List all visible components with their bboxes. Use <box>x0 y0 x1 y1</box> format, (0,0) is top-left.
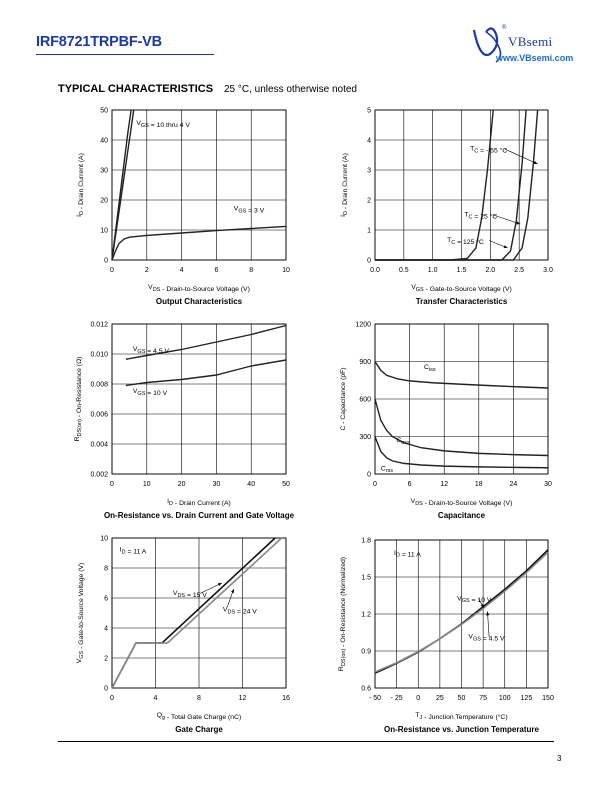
grid <box>375 540 548 688</box>
arrow-head-icon <box>231 589 234 593</box>
x-tick-label: - 50 <box>368 695 382 702</box>
y-tick-label: 1 <box>367 227 371 235</box>
x-tick-label: 0.0 <box>370 267 380 274</box>
part-number: IRF8721TRPBF-VB <box>36 34 162 50</box>
y-tick-label: 0 <box>367 257 371 265</box>
x-tick-label: 0 <box>110 481 114 488</box>
x-axis-label: $I_D$ - Drain Current (A) <box>167 498 231 507</box>
y-axis-label: $I_D$ - Drain Current (A) <box>340 153 349 217</box>
x-tick-label: 2.0 <box>485 267 496 274</box>
chart-title: On-Resistance vs. Junction Temperature <box>383 725 540 734</box>
chart-title: Output Characteristics <box>155 297 243 306</box>
registered-mark: ® <box>502 25 507 31</box>
y-tick-label: 10 <box>100 227 108 235</box>
series-line <box>375 110 493 260</box>
y-axis-label: $R_{DS(on)}$ - On-Resistance (Normalized) <box>338 556 347 672</box>
footer-rule <box>58 741 554 742</box>
annotation-label: $V_{GS} = 10$ V <box>457 595 492 605</box>
x-tick-label: 3.0 <box>543 267 553 274</box>
x-tick-label: 18 <box>474 481 483 488</box>
x-tick-label: 4 <box>153 695 158 702</box>
plot-frame <box>112 324 286 474</box>
annotation-label: $C_{oss}$ <box>396 437 410 446</box>
x-tick-label: 2.5 <box>514 267 525 274</box>
x-axis-label: $Q_g$ - Total Gate Charge (nC) <box>156 712 242 721</box>
y-tick-label: 4 <box>367 137 371 145</box>
x-tick-label: 50 <box>457 695 466 702</box>
chart-title: Gate Charge <box>175 725 223 734</box>
y-tick-label: 6 <box>104 595 108 603</box>
grid <box>375 110 548 260</box>
x-tick-label: 12 <box>440 481 449 488</box>
annotation-label: $V_{GS} = 3$ V <box>233 205 265 215</box>
annotation-label: $I_D = 11$ A <box>119 546 147 556</box>
annotation-label: $V_{GS} = 10$ thru 4 V <box>136 120 190 129</box>
section-title: TYPICAL CHARACTERISTICS <box>58 83 214 95</box>
x-tick-label: 125 <box>520 695 533 702</box>
annotation-label: $T_C$ = - 55 °C <box>470 145 508 155</box>
chart-title: Transfer Characteristics <box>415 297 508 306</box>
x-tick-label: 6 <box>214 267 219 274</box>
annotation-label: $V_{GS} = 4.5$ V <box>468 633 505 643</box>
y-tick-label: 900 <box>359 359 371 366</box>
x-tick-label: 10 <box>142 481 151 488</box>
capacitance-chart <box>330 314 570 524</box>
x-tick-label: 16 <box>282 695 290 702</box>
y-tick-label: 0.6 <box>361 685 371 693</box>
series-line <box>126 360 286 386</box>
x-tick-label: 0 <box>416 695 421 702</box>
y-tick-label: 600 <box>359 396 371 404</box>
x-tick-label: 0 <box>373 481 377 488</box>
annotation-label: $C_{rss}$ <box>380 465 394 475</box>
page-number: 3 <box>557 754 562 763</box>
x-tick-label: 1.0 <box>427 267 438 274</box>
y-tick-label: 0.012 <box>90 321 108 329</box>
x-tick-label: 1.5 <box>456 267 467 274</box>
brand-name: VBsemi <box>508 34 553 49</box>
x-axis-label: $V_{DS}$ - Drain-to-Source Voltage (V) <box>410 498 513 507</box>
x-tick-label: 12 <box>238 695 247 702</box>
section-subtitle: 25 °C, unless otherwise noted <box>224 84 357 95</box>
y-tick-label: 0.004 <box>90 441 108 449</box>
annotation-label: $V_{DS} = 15$ V <box>172 590 207 599</box>
y-tick-label: 0 <box>104 257 108 265</box>
y-tick-label: 1.2 <box>361 611 371 619</box>
y-tick-label: 0.010 <box>90 351 108 359</box>
arrow-head-icon <box>486 612 489 616</box>
y-axis-label: $R_{DS(on)}$ - On-Resistance (Ω) <box>74 356 83 442</box>
y-tick-label: 2 <box>104 655 108 663</box>
annotation-label: $I_D = 11$ A <box>394 549 421 559</box>
x-tick-label: 150 <box>542 695 554 702</box>
annotation-label: $T_C = 125$ °C <box>447 237 484 246</box>
x-tick-label: 10 <box>282 267 290 274</box>
x-tick-label: 0 <box>110 267 114 274</box>
y-tick-label: 4 <box>104 625 108 633</box>
y-tick-label: 3 <box>367 167 371 175</box>
y-axis-label: $V_{GS}$ - Gate-to-Source Voltage (V) <box>76 562 85 664</box>
x-tick-label: 25 <box>435 695 444 702</box>
y-axis-label: $I_D$ - Drain Current (A) <box>76 153 85 217</box>
x-tick-label: 4 <box>179 267 184 274</box>
y-axis-label: C - Capacitance (pF) <box>340 367 347 431</box>
annotation-leader <box>487 612 489 638</box>
x-tick-label: 8 <box>197 695 201 702</box>
y-tick-label: 30 <box>100 167 108 175</box>
x-tick-label: 75 <box>479 695 488 702</box>
x-tick-label: 40 <box>247 481 256 488</box>
x-tick-label: 20 <box>177 481 186 488</box>
y-tick-label: 1.5 <box>361 574 371 582</box>
y-tick-label: 1.8 <box>361 537 371 545</box>
y-tick-label: 1200 <box>355 321 371 329</box>
y-tick-label: 300 <box>359 434 371 441</box>
y-tick-label: 2 <box>367 197 371 205</box>
annotation-label: $V_{DS} = 24$ V <box>222 606 257 616</box>
transfer-characteristics-chart <box>330 100 570 310</box>
x-tick-label: 24 <box>509 481 518 488</box>
x-tick-label: 30 <box>544 481 552 488</box>
y-tick-label: 0.9 <box>361 648 371 656</box>
on-resistance-temperature-chart <box>330 528 570 738</box>
y-tick-label: 8 <box>104 565 108 573</box>
y-tick-label: 10 <box>100 535 108 543</box>
x-axis-label: $V_{DS}$ - Drain-to-Source Voltage (V) <box>148 284 250 293</box>
series-line <box>375 399 548 456</box>
series-line <box>375 362 548 389</box>
arrow-head-icon <box>516 221 520 224</box>
annotation-label: $V_{GS} = 4.5$ V <box>132 346 170 355</box>
header-rule <box>36 54 214 55</box>
y-tick-label: 5 <box>367 107 371 115</box>
plot-frame <box>112 110 286 260</box>
x-tick-label: 6 <box>407 481 412 488</box>
x-tick-label: 8 <box>249 267 254 274</box>
y-tick-label: 0 <box>104 685 108 693</box>
chart-title: Capacitance <box>437 511 486 520</box>
x-tick-label: - 25 <box>390 695 403 702</box>
annotation-label: $T_C = 25$ °C <box>464 211 498 221</box>
x-tick-label: 30 <box>212 481 221 488</box>
output-characteristics-chart <box>66 100 316 310</box>
y-tick-label: 50 <box>100 107 108 115</box>
y-tick-label: 0.006 <box>90 411 108 419</box>
x-tick-label: 100 <box>498 695 511 702</box>
annotation-label: $V_{GS} = 10$ V <box>132 388 168 397</box>
brand-url[interactable]: www.VBsemi.com <box>496 53 574 63</box>
annotation-leader <box>505 149 538 164</box>
y-tick-label: 0.008 <box>90 381 108 389</box>
x-tick-label: 0.5 <box>398 267 409 274</box>
x-axis-label: $V_{GS}$ - Gate-to-Source Voltage (V) <box>411 284 512 293</box>
on-resistance-chart <box>66 314 316 524</box>
x-tick-label: 2 <box>144 267 149 274</box>
y-tick-label: 0.002 <box>90 471 108 479</box>
y-tick-label: 40 <box>100 137 108 145</box>
annotation-label: $C_{iss}$ <box>424 364 436 373</box>
x-tick-label: 50 <box>282 481 290 488</box>
x-tick-label: 0 <box>110 695 114 702</box>
y-tick-label: 20 <box>100 197 108 205</box>
grid <box>112 110 286 260</box>
gate-charge-chart <box>66 528 316 738</box>
chart-title: On-Resistance vs. Drain Current and Gate Voltage <box>103 511 295 520</box>
arrow-head-icon <box>504 245 508 248</box>
series-line <box>112 226 286 260</box>
grid <box>112 324 286 474</box>
y-tick-label: 0 <box>367 471 371 479</box>
x-axis-label: $T_J$ - Junction Temperature (°C) <box>415 712 508 721</box>
